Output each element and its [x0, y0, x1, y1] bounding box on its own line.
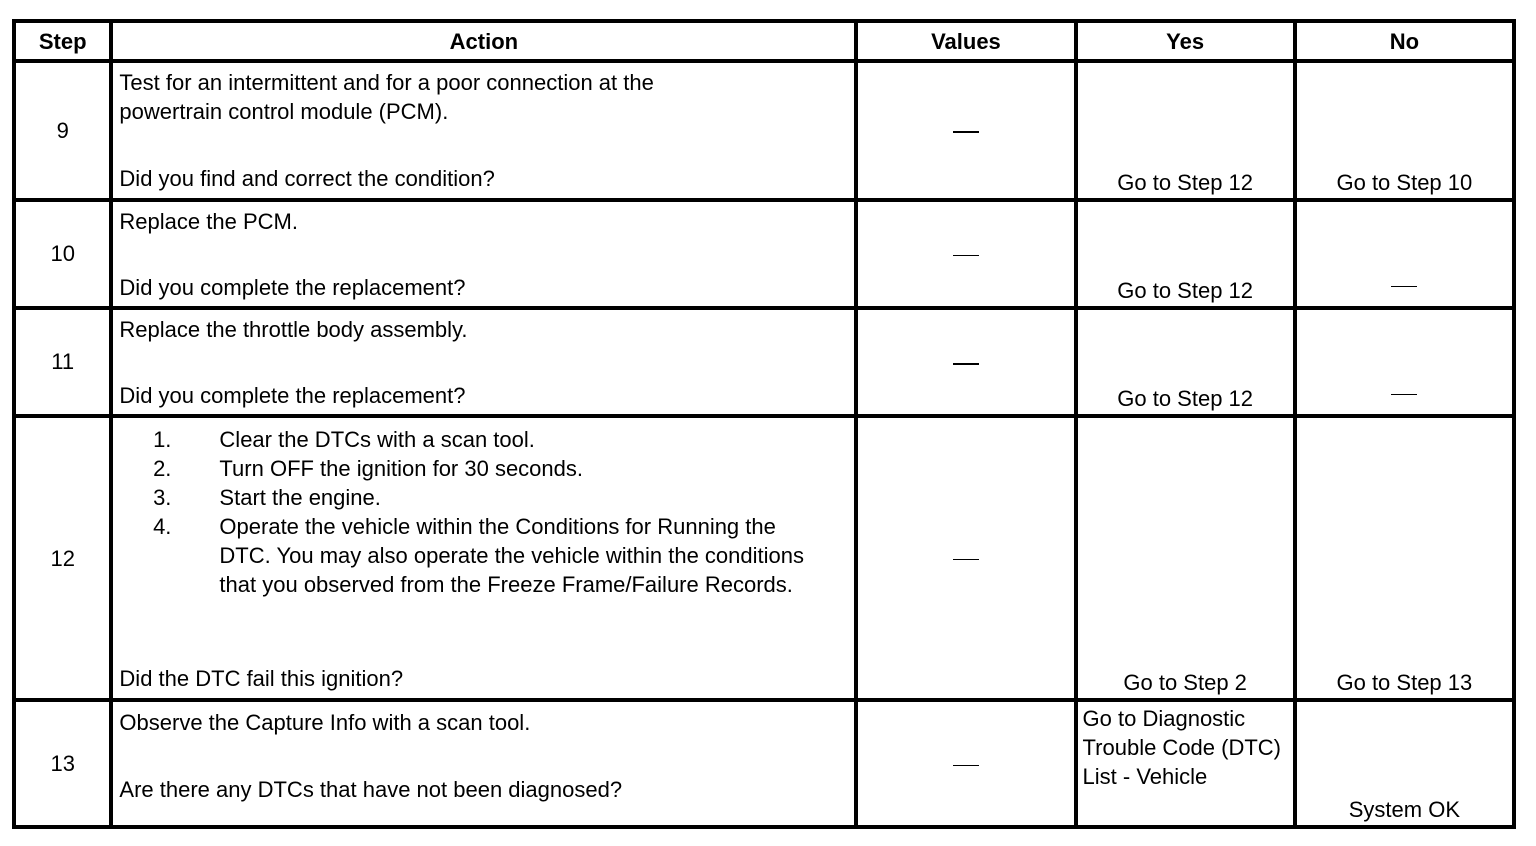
step-number: 11	[14, 308, 111, 416]
em-dash	[953, 363, 979, 365]
table-row-step-13	[14, 700, 1514, 827]
list-item-number: 2.	[153, 455, 172, 481]
table-row-step-11	[14, 308, 1514, 416]
action-instruction: Replace the PCM.	[119, 208, 298, 234]
step-number: 12	[14, 416, 111, 701]
list-item-text: Operate the vehicle within the Conditions for Running the DTC. You may also operate the vehicle within the conditions that you observed from the Freeze Frame/Failure Records.	[219, 513, 804, 597]
table-row-step-9	[14, 61, 1514, 200]
values-cell	[856, 308, 1075, 416]
yes-cell: Go to Step 2	[1076, 416, 1295, 701]
em-dash	[953, 559, 979, 560]
values-cell	[856, 416, 1075, 701]
action-cell	[111, 61, 856, 200]
values-cell	[856, 61, 1075, 200]
list-item-number: 4.	[153, 513, 172, 539]
list-item	[119, 425, 848, 454]
step-number: 9	[14, 61, 111, 200]
list-item-text: Clear the DTCs with a scan tool.	[219, 426, 535, 452]
action-cell	[111, 700, 856, 827]
values-cell	[856, 200, 1075, 308]
table-row-step-10	[14, 200, 1514, 308]
em-dash	[953, 131, 979, 133]
action-instruction: Replace the throttle body assembly.	[119, 316, 468, 342]
no-cell	[1295, 308, 1514, 416]
yes-cell	[1076, 700, 1295, 827]
no-cell: System OK	[1295, 700, 1514, 827]
list-item-text: Turn OFF the ignition for 30 seconds.	[219, 455, 584, 481]
list-item	[119, 512, 848, 599]
diagnostic-table	[12, 19, 1516, 829]
no-cell	[1295, 200, 1514, 308]
header-action: Action	[111, 21, 856, 61]
action-cell	[111, 416, 856, 701]
procedure-list	[119, 425, 848, 599]
list-item-text: Start the engine.	[219, 484, 381, 510]
em-dash	[953, 765, 979, 766]
header-step: Step	[14, 21, 111, 61]
em-dash	[1391, 286, 1417, 287]
values-cell	[856, 700, 1075, 827]
table-row-step-12	[14, 416, 1514, 701]
no-cell: Go to Step 10	[1295, 61, 1514, 200]
em-dash	[1391, 394, 1417, 395]
step-number: 13	[14, 700, 111, 827]
header-yes: Yes	[1076, 21, 1295, 61]
yes-cell-text: Go to Diagnostic Trouble Code (DTC) List - Vehicle	[1082, 706, 1282, 790]
action-cell	[111, 200, 856, 308]
em-dash	[953, 255, 979, 256]
action-instruction: Observe the Capture Info with a scan tool.	[119, 709, 531, 735]
list-item	[119, 483, 848, 512]
header-no: No	[1295, 21, 1514, 61]
action-question: Did the DTC fail this ignition?	[119, 665, 404, 691]
action-question: Did you find and correct the condition?	[119, 166, 495, 192]
step-number: 10	[14, 200, 111, 308]
list-item-number: 3.	[153, 484, 172, 510]
list-item-number: 1.	[153, 426, 172, 452]
yes-cell: Go to Step 12	[1076, 200, 1295, 308]
header-row	[14, 21, 1514, 61]
action-instruction: Test for an intermittent and for a poor connection at the powertrain control module (PCM).	[119, 70, 654, 125]
action-question: Did you complete the replacement?	[119, 274, 466, 300]
action-cell	[111, 308, 856, 416]
action-question: Are there any DTCs that have not been diagnosed?	[119, 776, 623, 802]
yes-cell: Go to Step 12	[1076, 308, 1295, 416]
yes-cell: Go to Step 12	[1076, 61, 1295, 200]
list-item	[119, 454, 848, 483]
header-values: Values	[856, 21, 1075, 61]
action-question: Did you complete the replacement?	[119, 382, 466, 408]
no-cell: Go to Step 13	[1295, 416, 1514, 701]
